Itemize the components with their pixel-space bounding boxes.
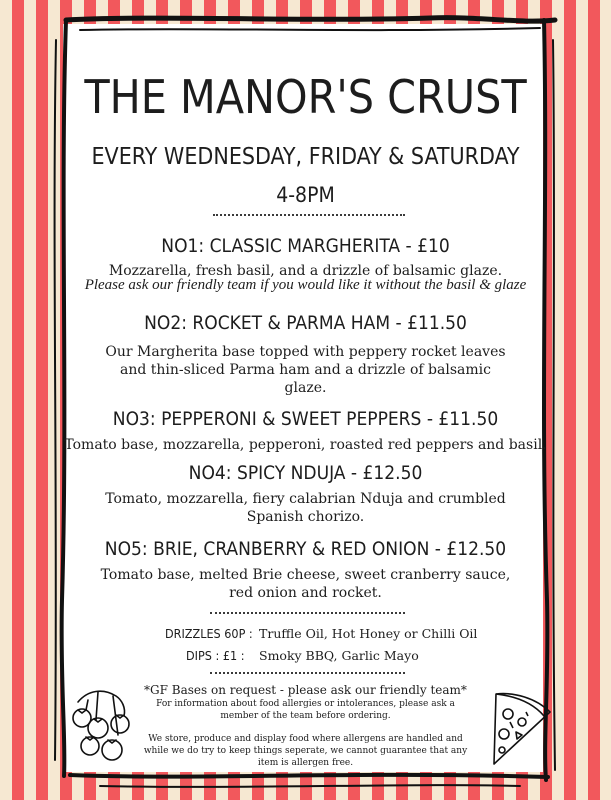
allergy-note-line-2: member of the team before ordering. xyxy=(220,711,391,721)
allergen-note-line-3: item is allergen free. xyxy=(257,758,354,768)
menu-item-4-heading: NO4: SPICY NDUJA - £12.50 xyxy=(188,462,423,484)
menu-item-1-note: Please ask our friendly team if you would like it without the basil & glaze xyxy=(84,277,527,293)
menu-item-5-desc-line-1: Tomato base, melted Brie cheese, sweet cranberry sauce, xyxy=(100,567,511,583)
menu-item-2-desc-line-2: and thin-sliced Parma ham and a drizzle of balsamic xyxy=(120,362,491,378)
schedule-days: EVERY WEDNESDAY, FRIDAY & SATURDAY xyxy=(91,144,520,170)
drizzles-label: DRIZZLES 60P : xyxy=(165,626,253,641)
menu-item-1-desc: Mozzarella, fresh basil, and a drizzle of balsamic glaze. xyxy=(108,263,503,279)
menu-item-3-heading: NO3: PEPPERONI & SWEET PEPPERS - £11.50 xyxy=(112,408,499,430)
drizzles-value: Truffle Oil, Hot Honey or Chilli Oil xyxy=(259,626,478,641)
menu-item-5-heading: NO5: BRIE, CRANBERRY & RED ONION - £12.50 xyxy=(104,538,507,560)
menu-item-1-heading: NO1: CLASSIC MARGHERITA - £10 xyxy=(161,235,450,257)
tomato-vine-icon xyxy=(68,680,144,768)
menu-item-2-desc-line-1: Our Margherita base topped with peppery rocket leaves xyxy=(105,344,506,360)
menu-item-5-desc-line-2: red onion and rocket. xyxy=(229,585,382,601)
page-title: THE MANOR'S CRUST xyxy=(84,70,527,124)
menu-item-2-desc-line-3: glaze. xyxy=(284,380,327,396)
allergen-note-line-2: while we do try to keep things seperate, we cannot guarantee that any xyxy=(143,746,468,756)
divider xyxy=(210,672,405,674)
menu-item-4-desc-line-2: Spanish chorizo. xyxy=(246,509,365,525)
menu-item-2-heading: NO2: ROCKET & PARMA HAM - £11.50 xyxy=(144,312,467,334)
dips-label: DIPS : £1 : xyxy=(186,648,245,663)
pizza-slice-icon xyxy=(474,686,558,770)
gf-note: *GF Bases on request - please ask our friendly team* xyxy=(144,683,467,697)
menu-item-3-desc: Tomato base, mozzarella, pepperoni, roasted red peppers and basil. xyxy=(64,437,547,453)
schedule-time: 4-8PM xyxy=(276,183,335,207)
allergy-note-line-1: For information about food allergies or intolerances, please ask a xyxy=(156,699,455,709)
allergen-note-line-1: We store, produce and display food where allergens are handled and xyxy=(148,734,463,744)
dips-value: Smoky BBQ, Garlic Mayo xyxy=(259,648,419,663)
divider xyxy=(213,214,405,216)
menu-item-4-desc-line-1: Tomato, mozzarella, fiery calabrian Nduja and crumbled xyxy=(105,491,506,507)
divider xyxy=(210,612,405,614)
